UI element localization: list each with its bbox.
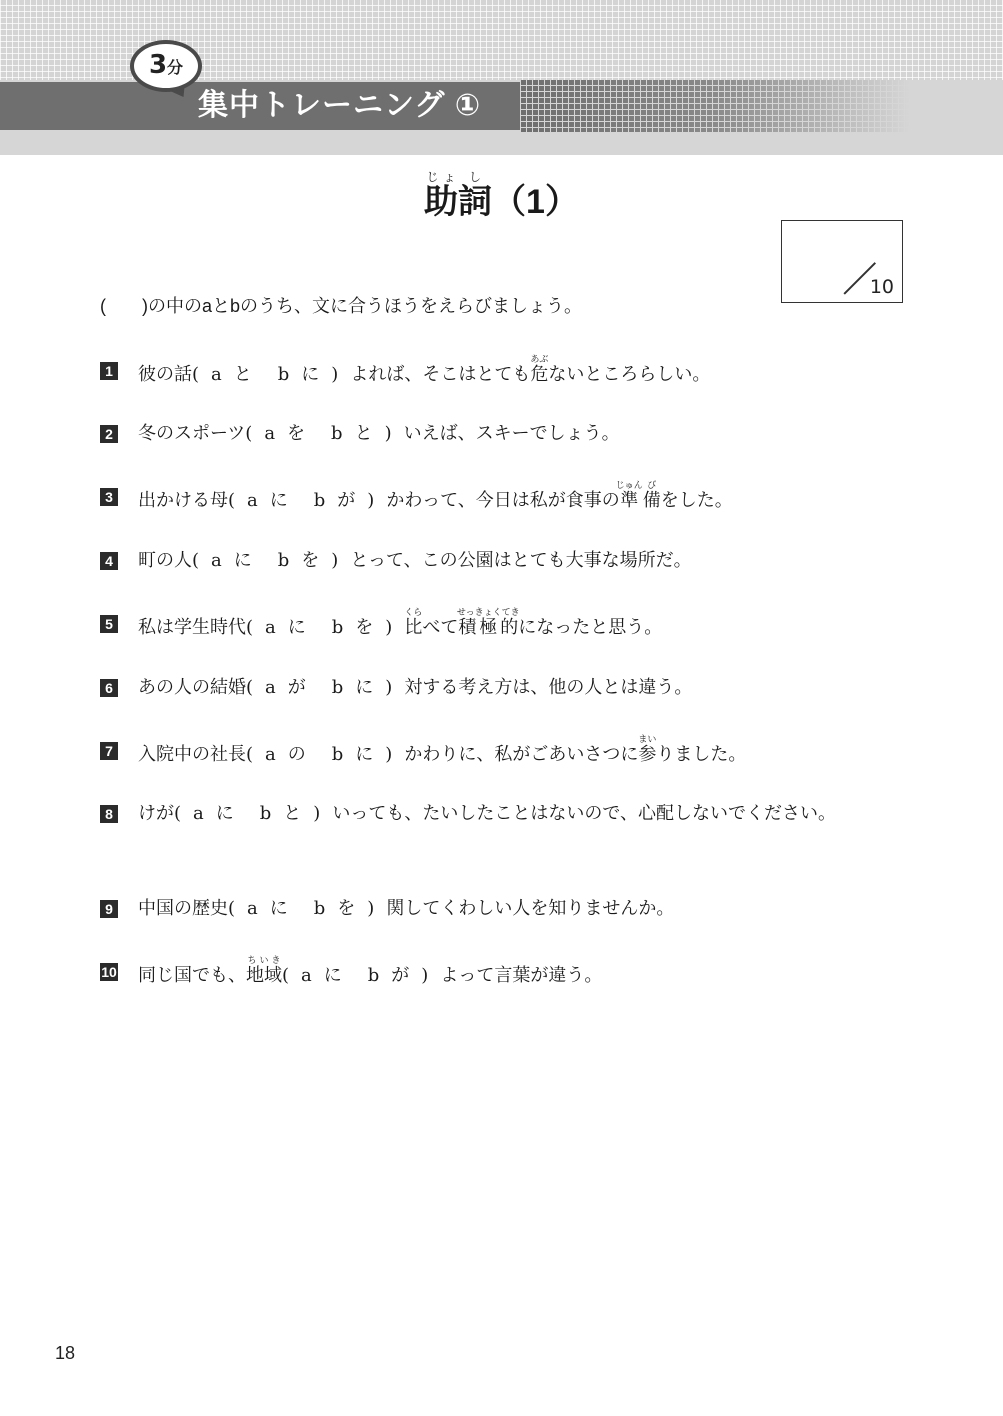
badge-number: 3: [148, 50, 168, 80]
question-stem: 中国の歴史: [138, 898, 228, 919]
open-paren: (: [282, 965, 290, 986]
question-stem: 冬のスポーツ: [138, 423, 246, 444]
choice-b-label: b: [331, 744, 344, 765]
text-segment: 同じ国でも、: [138, 965, 246, 986]
choice-a-text: に: [233, 550, 252, 571]
choice-b-label: b: [259, 803, 272, 824]
ruby-word: 準じゅん: [615, 481, 643, 511]
question-number: 1: [100, 362, 118, 380]
question-number: 7: [100, 742, 118, 760]
question-text: [138, 735, 908, 771]
choice-b-label: b: [277, 550, 290, 571]
choice-b-label: b: [277, 364, 290, 385]
ruby-word: 地域ちいき: [246, 956, 282, 986]
choice-a-text: に: [323, 965, 342, 986]
choice-b-label: b: [331, 423, 343, 444]
choice-a-label: a: [265, 677, 276, 698]
close-paren: ): [421, 965, 429, 986]
choice-a-text: が: [287, 677, 306, 698]
choice-a-text: を: [287, 423, 306, 444]
question-stem: 出かける母: [138, 490, 228, 511]
choice-b-label: b: [313, 898, 326, 919]
question-number: 6: [100, 679, 118, 697]
question-text: [138, 545, 908, 577]
choice-b-text: が: [337, 490, 356, 511]
choice-b-text: を: [355, 617, 374, 638]
choice-a-label: a: [265, 744, 276, 765]
question-number: 8: [100, 805, 118, 823]
close-paren: ): [385, 617, 393, 638]
choice-a-label: a: [301, 965, 312, 986]
instruction: ( )の中のaとbのうち、文に合うほうをえらびましょう。: [100, 296, 583, 316]
text-segment: よれば、そこはとても: [350, 364, 531, 385]
title-suffix: （1）: [492, 183, 579, 221]
question-text: [138, 481, 908, 517]
text-segment: かわりに、私がごあいさつに: [404, 744, 639, 765]
question-stem: 町の人: [138, 550, 192, 571]
question-text: [138, 608, 908, 644]
choice-a-label: a: [247, 490, 258, 511]
choice-b-text: を: [301, 550, 320, 571]
choice-b-text: に: [355, 744, 374, 765]
open-paren: (: [246, 677, 254, 698]
open-paren: (: [228, 490, 236, 511]
text-segment: 対する考え方は、他の人とは違う。: [404, 677, 693, 698]
section-title: 集中トレーニング ①: [198, 89, 482, 122]
close-paren: ): [331, 550, 339, 571]
text-segment: ないところらしい。: [548, 364, 711, 385]
close-paren: ): [331, 364, 339, 385]
open-paren: (: [192, 550, 200, 571]
text-segment: よって言葉が違う。: [440, 965, 603, 986]
choice-a-text: と: [233, 364, 252, 385]
choice-a-text: に: [269, 490, 288, 511]
header-pattern: [520, 80, 910, 132]
question-text: [138, 798, 908, 830]
choice-b-label: b: [331, 617, 344, 638]
choice-b-text: と: [354, 423, 373, 444]
close-paren: ): [384, 423, 392, 444]
badge-unit: 分: [167, 58, 184, 77]
ruby-word: 参まい: [638, 735, 657, 765]
page-number: 18: [55, 1343, 76, 1363]
ruby-word: 積極的せっきょくてき: [456, 608, 520, 638]
close-paren: ): [367, 898, 375, 919]
open-paren: (: [228, 898, 236, 919]
open-paren: (: [246, 744, 254, 765]
question-number: 2: [100, 425, 118, 443]
text-segment: かわって、今日は私が食事の: [386, 490, 620, 511]
question-text: [138, 672, 908, 704]
open-paren: (: [192, 364, 200, 385]
choice-b-text: と: [283, 803, 302, 824]
choice-b-label: b: [331, 677, 344, 698]
choice-a-label: a: [264, 423, 276, 444]
choice-b-label: b: [367, 965, 380, 986]
text-segment: をした。: [660, 490, 733, 511]
close-paren: ): [385, 744, 393, 765]
choice-b-label: b: [313, 490, 326, 511]
question-stem: 入院中の社長: [138, 744, 246, 765]
question-stem: けが: [138, 803, 174, 824]
question-stem: 私は学生時代: [138, 617, 246, 638]
close-paren: ): [313, 803, 321, 824]
text-segment: いっても、たいしたことはないので、心配しないでください。: [332, 803, 836, 824]
time-badge: [130, 40, 202, 92]
text-segment: になったと思う。: [518, 617, 663, 638]
open-paren: (: [246, 617, 254, 638]
question-number: 9: [100, 900, 118, 918]
close-paren: ): [385, 677, 393, 698]
score-box: [781, 220, 903, 303]
question-text: [138, 956, 908, 992]
text-segment: りました。: [656, 744, 747, 765]
choice-b-text: が: [391, 965, 410, 986]
question-text: [138, 893, 908, 925]
choice-a-label: a: [247, 898, 258, 919]
question-stem: 彼の話: [138, 364, 192, 385]
ruby-word: 危あぶ: [530, 355, 549, 385]
choice-b-text: を: [337, 898, 356, 919]
choice-a-label: a: [211, 364, 222, 385]
text-segment: 関してくわしい人を知りませんか。: [386, 898, 675, 919]
choice-a-text: の: [287, 744, 306, 765]
choice-a-text: に: [269, 898, 288, 919]
ruby-word: 比くら: [404, 608, 423, 638]
open-paren: (: [245, 423, 253, 444]
question-number: 5: [100, 615, 118, 633]
question-number: 3: [100, 488, 118, 506]
choice-a-label: a: [193, 803, 204, 824]
ruby-word: 備び: [642, 481, 661, 511]
choice-a-text: に: [287, 617, 306, 638]
choice-b-text: に: [301, 364, 320, 385]
text-segment: とって、この公園はとても大事な場所だ。: [350, 550, 692, 571]
question-text: [138, 418, 908, 450]
question-stem: あの人の結婚: [138, 677, 246, 698]
text-segment: いえば、スキーでしょう。: [403, 423, 620, 444]
title-kanji-1: 助じょ: [424, 170, 459, 221]
text-segment: べて: [422, 617, 459, 638]
question-text: [138, 355, 908, 391]
choice-a-label: a: [211, 550, 222, 571]
page-title: [0, 170, 1003, 223]
close-paren: ): [367, 490, 375, 511]
title-kanji-2: 詞し: [458, 170, 493, 221]
choice-a-text: に: [215, 803, 234, 824]
question-number: 4: [100, 552, 118, 570]
question-number: 10: [101, 964, 117, 980]
choice-b-text: に: [355, 677, 374, 698]
score-total: 10: [869, 276, 894, 298]
choice-a-label: a: [265, 617, 276, 638]
open-paren: (: [174, 803, 182, 824]
